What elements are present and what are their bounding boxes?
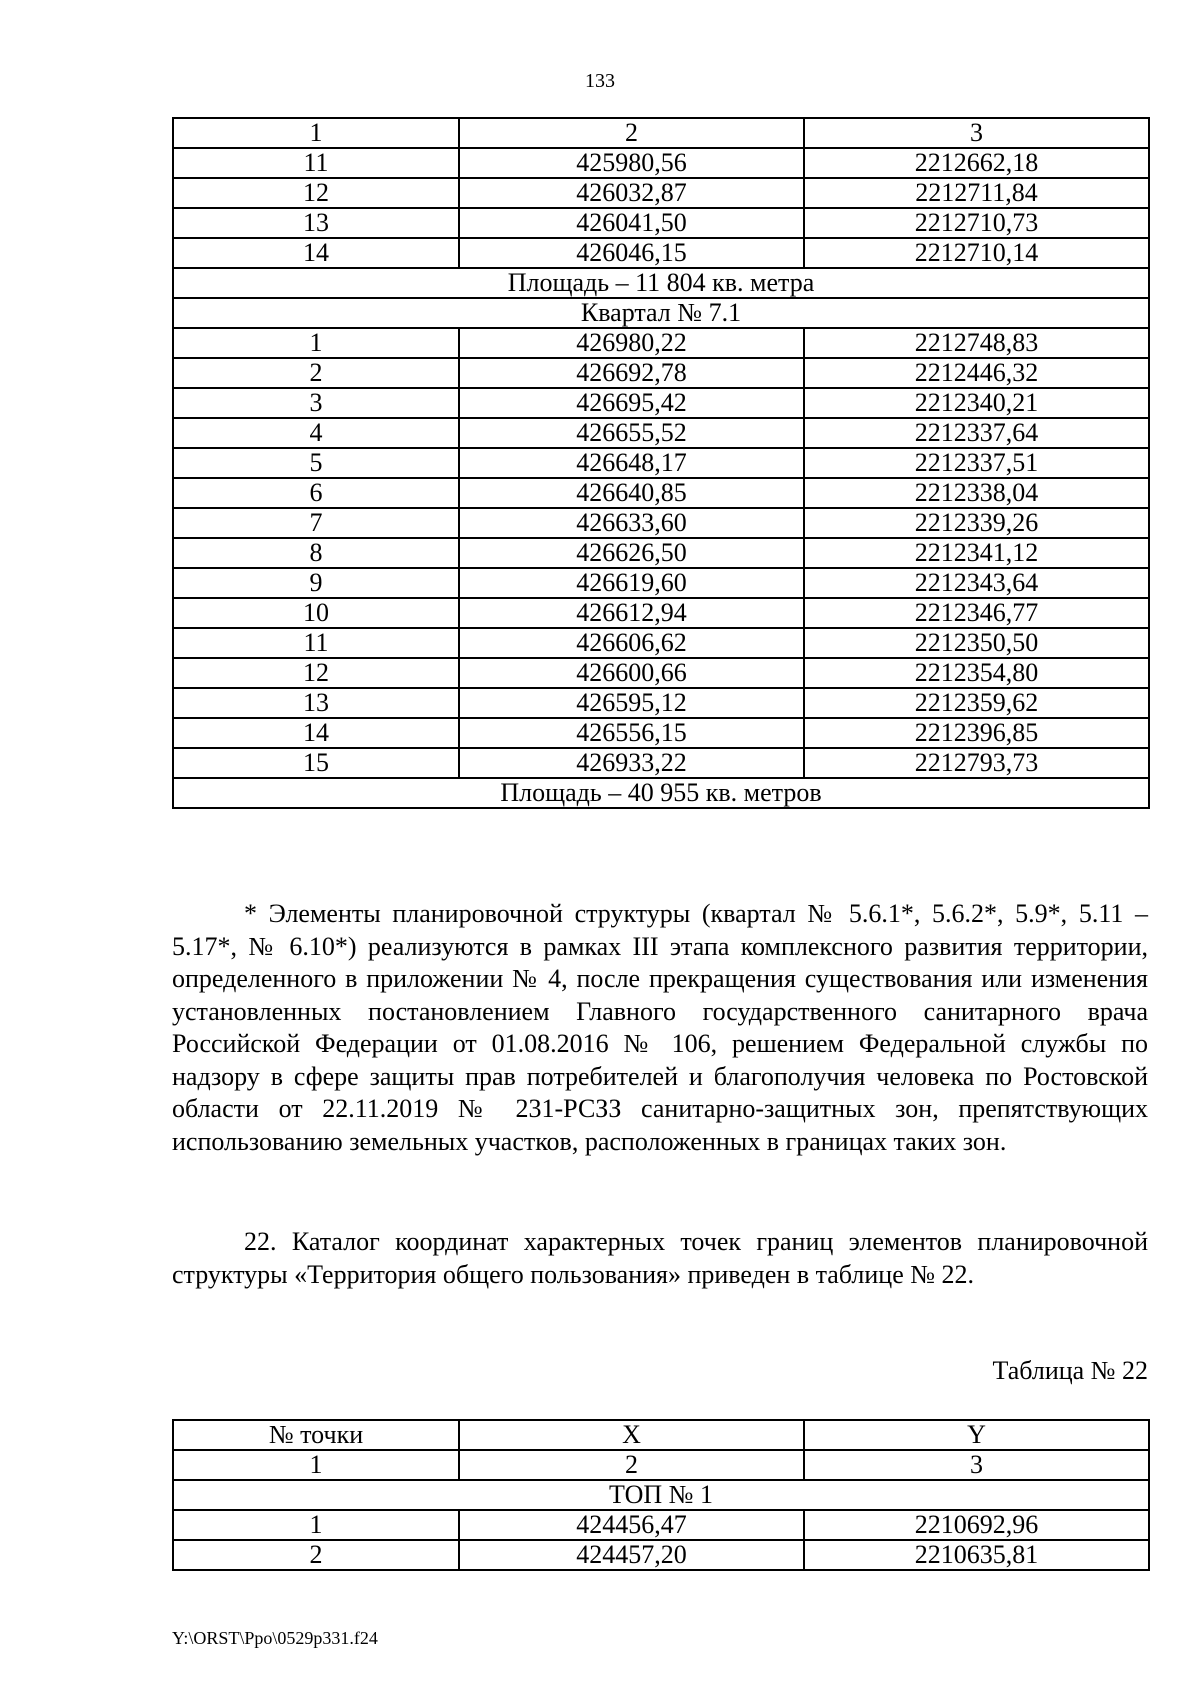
- x-coordinate-cell: 426648,17: [459, 448, 804, 478]
- y-coordinate-cell: 2212662,18: [804, 148, 1149, 178]
- point-number-cell: 12: [173, 178, 459, 208]
- table-row: [173, 508, 1149, 538]
- point-number-cell: 12: [173, 658, 459, 688]
- point-number-cell: 14: [173, 718, 459, 748]
- point-number-cell: 9: [173, 568, 459, 598]
- x-coordinate-cell: 426046,15: [459, 238, 804, 268]
- table-section-row: [173, 268, 1149, 298]
- table-row: [173, 718, 1149, 748]
- header-y: Y: [804, 1420, 1149, 1450]
- header-x: X: [459, 1420, 804, 1450]
- y-coordinate-cell: 2212346,77: [804, 598, 1149, 628]
- table-caption: Таблица № 22: [992, 1356, 1148, 1385]
- point-number-cell: 6: [173, 478, 459, 508]
- point-number-cell: 11: [173, 628, 459, 658]
- page-number: 133: [585, 70, 615, 92]
- x-coordinate-cell: 426640,85: [459, 478, 804, 508]
- y-coordinate-cell: 2212340,21: [804, 388, 1149, 418]
- table-row: [173, 598, 1149, 628]
- table-row: [173, 328, 1149, 358]
- coordinates-table-body: [173, 118, 1149, 808]
- point-number-cell: 1: [173, 328, 459, 358]
- y-coordinate-cell: 2212446,32: [804, 358, 1149, 388]
- column-number-cell: 2: [459, 118, 804, 148]
- table-row: [173, 748, 1149, 778]
- x-coordinate-cell: 426606,62: [459, 628, 804, 658]
- y-coordinate-cell: 2210635,81: [804, 1540, 1149, 1570]
- x-coordinate-cell: 426933,22: [459, 748, 804, 778]
- x-coordinate-cell: 426626,50: [459, 538, 804, 568]
- table-row: [173, 148, 1149, 178]
- point-number-cell: 13: [173, 688, 459, 718]
- x-coordinate-cell: 424457,20: [459, 1540, 804, 1570]
- column-number-cell: 2: [459, 1450, 804, 1480]
- point-number-cell: 7: [173, 508, 459, 538]
- point-number-cell: 13: [173, 208, 459, 238]
- x-coordinate-cell: 426633,60: [459, 508, 804, 538]
- y-coordinate-cell: 2212337,51: [804, 448, 1149, 478]
- footnote-paragraph: * Элементы планировочной структуры (квартал № 5.6.1*, 5.6.2*, 5.9*, 5.11 – 5.17*, № 6.10*) реализуются в рамках III этапа комплексного развития территории, определенного в приложении № 4, после прекращения существования или изменения установленных постановлением Главного государственного санитарного врача Российской Федерации от 01.08.2016 № 106, решением Федеральной службы по надзору в сфере защиты прав потребителей и благополучия человека по Ростовской области от 22.11.2019 № 231-РСЗЗ санитарно-защитных зон, препятствующих использованию земельных участков, расположенных в границах таких зон.: [172, 899, 1148, 1156]
- y-coordinate-cell: 2212748,83: [804, 328, 1149, 358]
- x-coordinate-cell: 426032,87: [459, 178, 804, 208]
- column-numbering-row: [173, 1450, 1149, 1480]
- point-number-cell: 15: [173, 748, 459, 778]
- y-coordinate-cell: 2212339,26: [804, 508, 1149, 538]
- x-coordinate-cell: 424456,47: [459, 1510, 804, 1540]
- table-row: [173, 1540, 1149, 1570]
- y-coordinate-cell: 2212359,62: [804, 688, 1149, 718]
- table-section-row: [173, 1480, 1149, 1510]
- point-number-cell: 1: [173, 1510, 459, 1540]
- x-coordinate-cell: 426980,22: [459, 328, 804, 358]
- column-number-cell: 3: [804, 118, 1149, 148]
- table-22: [172, 1419, 1150, 1571]
- x-coordinate-cell: 425980,56: [459, 148, 804, 178]
- table-row: [173, 418, 1149, 448]
- coordinates-table-continued: [172, 117, 1150, 809]
- point-number-cell: 11: [173, 148, 459, 178]
- y-coordinate-cell: 2212793,73: [804, 748, 1149, 778]
- column-number-cell: 3: [804, 1450, 1149, 1480]
- section-label-cell: Квартал № 7.1: [173, 298, 1149, 328]
- table-row: [173, 478, 1149, 508]
- table-section-row: [173, 298, 1149, 328]
- table-row: [173, 238, 1149, 268]
- y-coordinate-cell: 2212711,84: [804, 178, 1149, 208]
- x-coordinate-cell: 426556,15: [459, 718, 804, 748]
- table-row: [173, 568, 1149, 598]
- x-coordinate-cell: 426600,66: [459, 658, 804, 688]
- y-coordinate-cell: 2212354,80: [804, 658, 1149, 688]
- x-coordinate-cell: 426041,50: [459, 208, 804, 238]
- table-row: [173, 538, 1149, 568]
- y-coordinate-cell: 2212343,64: [804, 568, 1149, 598]
- header-point-number: № точки: [173, 1420, 459, 1450]
- point-number-cell: 2: [173, 358, 459, 388]
- y-coordinate-cell: 2212350,50: [804, 628, 1149, 658]
- table-22-body: [173, 1420, 1149, 1570]
- section-label-cell: Площадь – 40 955 кв. метров: [173, 778, 1149, 808]
- table-section-row: [173, 778, 1149, 808]
- point-number-cell: 2: [173, 1540, 459, 1570]
- section-label-cell: Площадь – 11 804 кв. метра: [173, 268, 1149, 298]
- table-row: [173, 388, 1149, 418]
- y-coordinate-cell: 2212337,64: [804, 418, 1149, 448]
- table-row: [173, 358, 1149, 388]
- x-coordinate-cell: 426612,94: [459, 598, 804, 628]
- y-coordinate-cell: 2212396,85: [804, 718, 1149, 748]
- column-number-cell: 1: [173, 1450, 459, 1480]
- table-row: [173, 1510, 1149, 1540]
- point-number-cell: 5: [173, 448, 459, 478]
- section-22-paragraph: 22. Каталог координат характерных точек границ элементов планировочной структуры «Территория общего пользования» приведен в таблице № 22.: [172, 1227, 1148, 1289]
- point-number-cell: 4: [173, 418, 459, 448]
- table-row: [173, 688, 1149, 718]
- point-number-cell: 8: [173, 538, 459, 568]
- y-coordinate-cell: 2210692,96: [804, 1510, 1149, 1540]
- x-coordinate-cell: 426595,12: [459, 688, 804, 718]
- table-row: [173, 628, 1149, 658]
- x-coordinate-cell: 426655,52: [459, 418, 804, 448]
- y-coordinate-cell: 2212338,04: [804, 478, 1149, 508]
- table-row: [173, 208, 1149, 238]
- y-coordinate-cell: 2212710,73: [804, 208, 1149, 238]
- table-row: [173, 178, 1149, 208]
- section-label-cell: ТОП № 1: [173, 1480, 1149, 1510]
- table-row: [173, 448, 1149, 478]
- table-header-row: [173, 1420, 1149, 1450]
- x-coordinate-cell: 426695,42: [459, 388, 804, 418]
- column-numbering-row: [173, 118, 1149, 148]
- x-coordinate-cell: 426619,60: [459, 568, 804, 598]
- column-number-cell: 1: [173, 118, 459, 148]
- file-path-footer: Y:\ORST\Ppo\0529p331.f24: [172, 1628, 378, 1648]
- y-coordinate-cell: 2212710,14: [804, 238, 1149, 268]
- x-coordinate-cell: 426692,78: [459, 358, 804, 388]
- point-number-cell: 10: [173, 598, 459, 628]
- y-coordinate-cell: 2212341,12: [804, 538, 1149, 568]
- point-number-cell: 3: [173, 388, 459, 418]
- table-row: [173, 658, 1149, 688]
- point-number-cell: 14: [173, 238, 459, 268]
